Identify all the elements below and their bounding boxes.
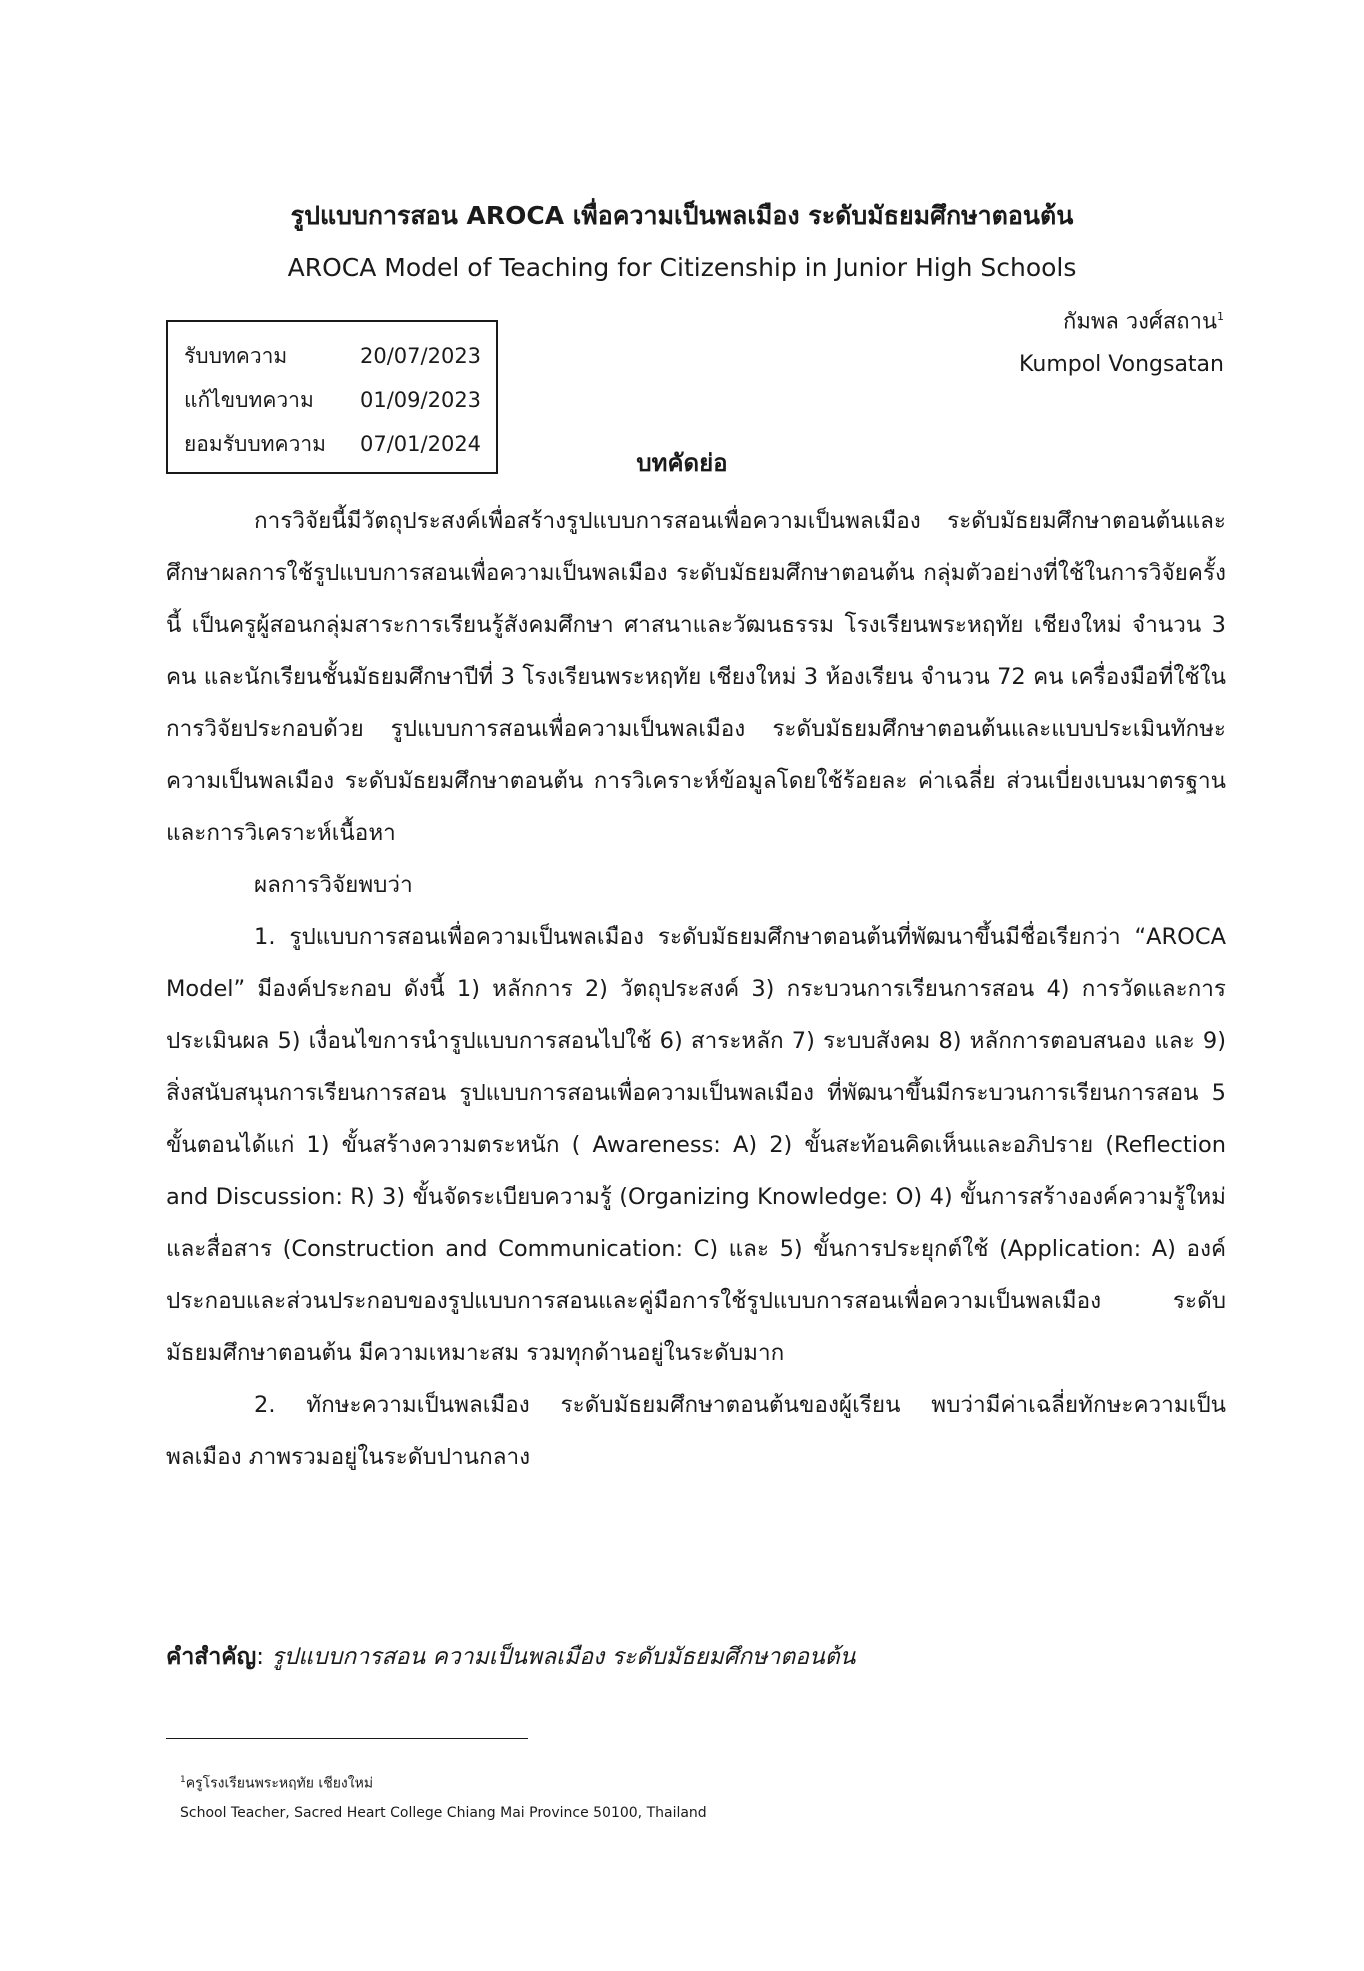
paper-title-english: AROCA Model of Teaching for Citizenship in Junior High Schools <box>287 253 1077 282</box>
date-label: แก้ไขบทความ <box>184 388 314 412</box>
date-value: 01/09/2023 <box>360 388 482 412</box>
keywords-value: รูปแบบการสอน ความเป็นพลเมือง ระดับมัธยมศึกษาตอนต้น <box>271 1644 856 1670</box>
date-label: รับบทความ <box>184 344 288 368</box>
keywords-colon: : <box>256 1644 272 1670</box>
abstract-paragraph: การวิจัยนี้มีวัตถุประสงค์เพื่อสร้างรูปแบบการสอนเพื่อความเป็นพลเมือง ระดับมัธยมศึกษาตอนต้นและศึกษาผลการใช้รูปแบบการสอนเพื่อความเป็นพลเมือง ระดับมัธยมศึกษาตอนต้น กลุ่มตัวอย่างที่ใช้ในการวิจัยครั้งนี้ เป็นครูผู้สอนกลุ่มสาระการเรียนรู้สังคมศึกษา ศาสนาและวัฒนธรรม โรงเรียนพระหฤทัย เชียงใหม่ จำนวน 3 คน และนักเรียนชั้นมัธยมศึกษาปีที่ 3 โรงเรียนพระหฤทัย เชียงใหม่ 3 ห้องเรียน จำนวน 72 คน เครื่องมือที่ใช้ในการวิจัยประกอบด้วย รูปแบบการสอนเพื่อความเป็นพลเมือง ระดับมัธยมศึกษาตอนต้นและแบบประเมินทักษะความเป็นพลเมือง ระดับมัธยมศึกษาตอนต้น การวิเคราะห์ข้อมูลโดยใช้ร้อยละ ค่าเฉลี่ย ส่วนเบี่ยงเบนมาตรฐาน และการวิเคราะห์เนื้อหา <box>166 508 1226 846</box>
author-name-thai <box>1063 300 1224 339</box>
finding-2: 2. ทักษะความเป็นพลเมือง ระดับมัธยมศึกษาตอนต้นของผู้เรียน พบว่ามีค่าเฉลี่ยทักษะความเป็นพลเมือง ภาพรวมอยู่ในระดับปานกลาง <box>166 1392 1226 1470</box>
author-name-thai-text: กัมพล วงศ์สถาน <box>1063 309 1217 335</box>
findings-intro: ผลการวิจัยพบว่า <box>254 872 413 898</box>
footnote-affiliation-english: School Teacher, Sacred Heart College Chiang Mai Province 50100, Thailand <box>180 1805 707 1821</box>
footnote-divider <box>166 1738 528 1739</box>
paper-title-thai: รูปแบบการสอน AROCA เพื่อความเป็นพลเมือง ระดับมัธยมศึกษาตอนต้น <box>290 201 1074 230</box>
date-row-received <box>184 334 496 378</box>
footnote-mark: 1 <box>180 1775 186 1785</box>
date-row-revised <box>184 378 496 422</box>
footnote-line1: ครูโรงเรียนพระหฤทัย เชียงใหม่ <box>185 1775 374 1792</box>
keywords-label: คำสำคัญ <box>166 1644 257 1670</box>
keywords <box>166 1637 855 1677</box>
author-footnote-mark: 1 <box>1217 310 1224 323</box>
author-name-english: Kumpol Vongsatan <box>1019 352 1224 377</box>
date-value: 07/01/2024 <box>360 432 482 456</box>
abstract-body <box>166 495 1226 1483</box>
date-label: ยอมรับบทความ <box>184 432 327 456</box>
finding-1: 1. รูปแบบการสอนเพื่อความเป็นพลเมือง ระดับมัธยมศึกษาตอนต้นที่พัฒนาขึ้นมีชื่อเรียกว่า “AROCA Model” มีองค์ประกอบ ดังนี้ 1) หลักการ 2) วัตถุประสงค์ 3) กระบวนการเรียนการสอน 4) การวัดและการประเมินผล 5) เงื่อนไขการนำรูปแบบการสอนไปใช้ 6) สาระหลัก 7) ระบบสังคม 8) หลักการตอบสนอง และ 9) สิ่งสนับสนุนการเรียนการสอน รูปแบบการสอนเพื่อความเป็นพลเมือง ที่พัฒนาขึ้นมีกระบวนการเรียนการสอน 5 ขั้นตอนได้แก่ 1) ขั้นสร้างความตระหนัก ( Awareness: A) 2) ขั้นสะท้อนคิดเห็นและอภิปราย (Reflection and Discussion: R) 3) ขั้นจัดระเบียบความรู้ (Organizing Knowledge: O) 4) ขั้นการสร้างองค์ความรู้ใหม่และสื่อสาร (Construction and Communication: C) และ 5) ขั้นการประยุกต์ใช้ (Application: A) องค์ประกอบและส่วนประกอบของรูปแบบการสอนและคู่มือการใช้รูปแบบการสอนเพื่อความเป็นพลเมือง ระดับมัธยมศึกษาตอนต้น มีความเหมาะสม รวมทุกด้านอยู่ในระดับมาก <box>166 924 1226 1366</box>
date-value: 20/07/2023 <box>360 344 482 368</box>
abstract-heading: บทคัดย่อ <box>636 449 728 477</box>
footnote-affiliation-thai <box>180 1770 373 1794</box>
